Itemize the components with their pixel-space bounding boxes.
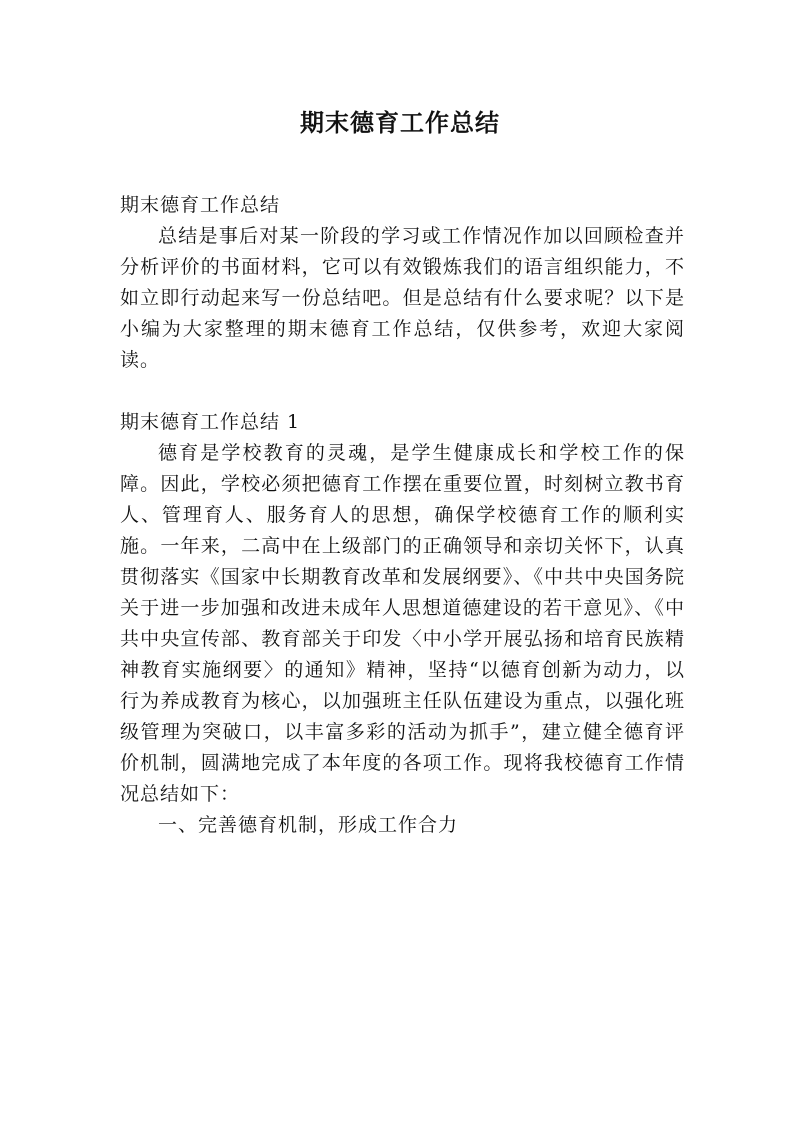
document-body	[120, 190, 685, 841]
document-title: 期末德育工作总结	[300, 109, 500, 137]
intro-paragraph: 总结是事后对某一阶段的学习或工作情况作加以回顾检查并分析评价的书面材料，它可以有效锻炼我们的语言组织能力，不如立即行动起来写一份总结吧。但是总结有什么要求呢？以下是小编为大家整理的期末德育工作总结，仅供参考，欢迎大家阅读。	[120, 225, 685, 371]
section-paragraph: 德育是学校教育的灵魂，是学生健康成长和学校工作的保障。因此，学校必须把德育工作摆在重要位置，时刻树立教书育人、管理育人、服务育人的思想，确保学校德育工作的顺利实施。一年来，二高中在上级部门的正确领导和亲切关怀下，认真贯彻落实《国家中长期教育改革和发展纲要》、《中共中央国务院关于进一步加强和改进未成年人思想道德建设的若干意见》、《中共中央宣传部、教育部关于印发〈中小学开展弘扬和培育民族精神教育实施纲要〉的通知》精神，坚持“以德育创新为动力，以行为养成教育为核心，以加强班主任队伍建设为重点，以强化班级管理为突破口，以丰富多彩的活动为抓手”，建立健全德育评价机制，圆满地完成了本年度的各项工作。现将我校德育工作情况总结如下：	[120, 442, 685, 805]
document-subtitle: 期末德育工作总结	[120, 194, 281, 216]
subsection-heading: 一、完善德育机制，形成工作合力	[158, 814, 459, 836]
section-heading: 期末德育工作总结 1	[120, 411, 301, 433]
paragraph-spacer	[120, 376, 685, 407]
